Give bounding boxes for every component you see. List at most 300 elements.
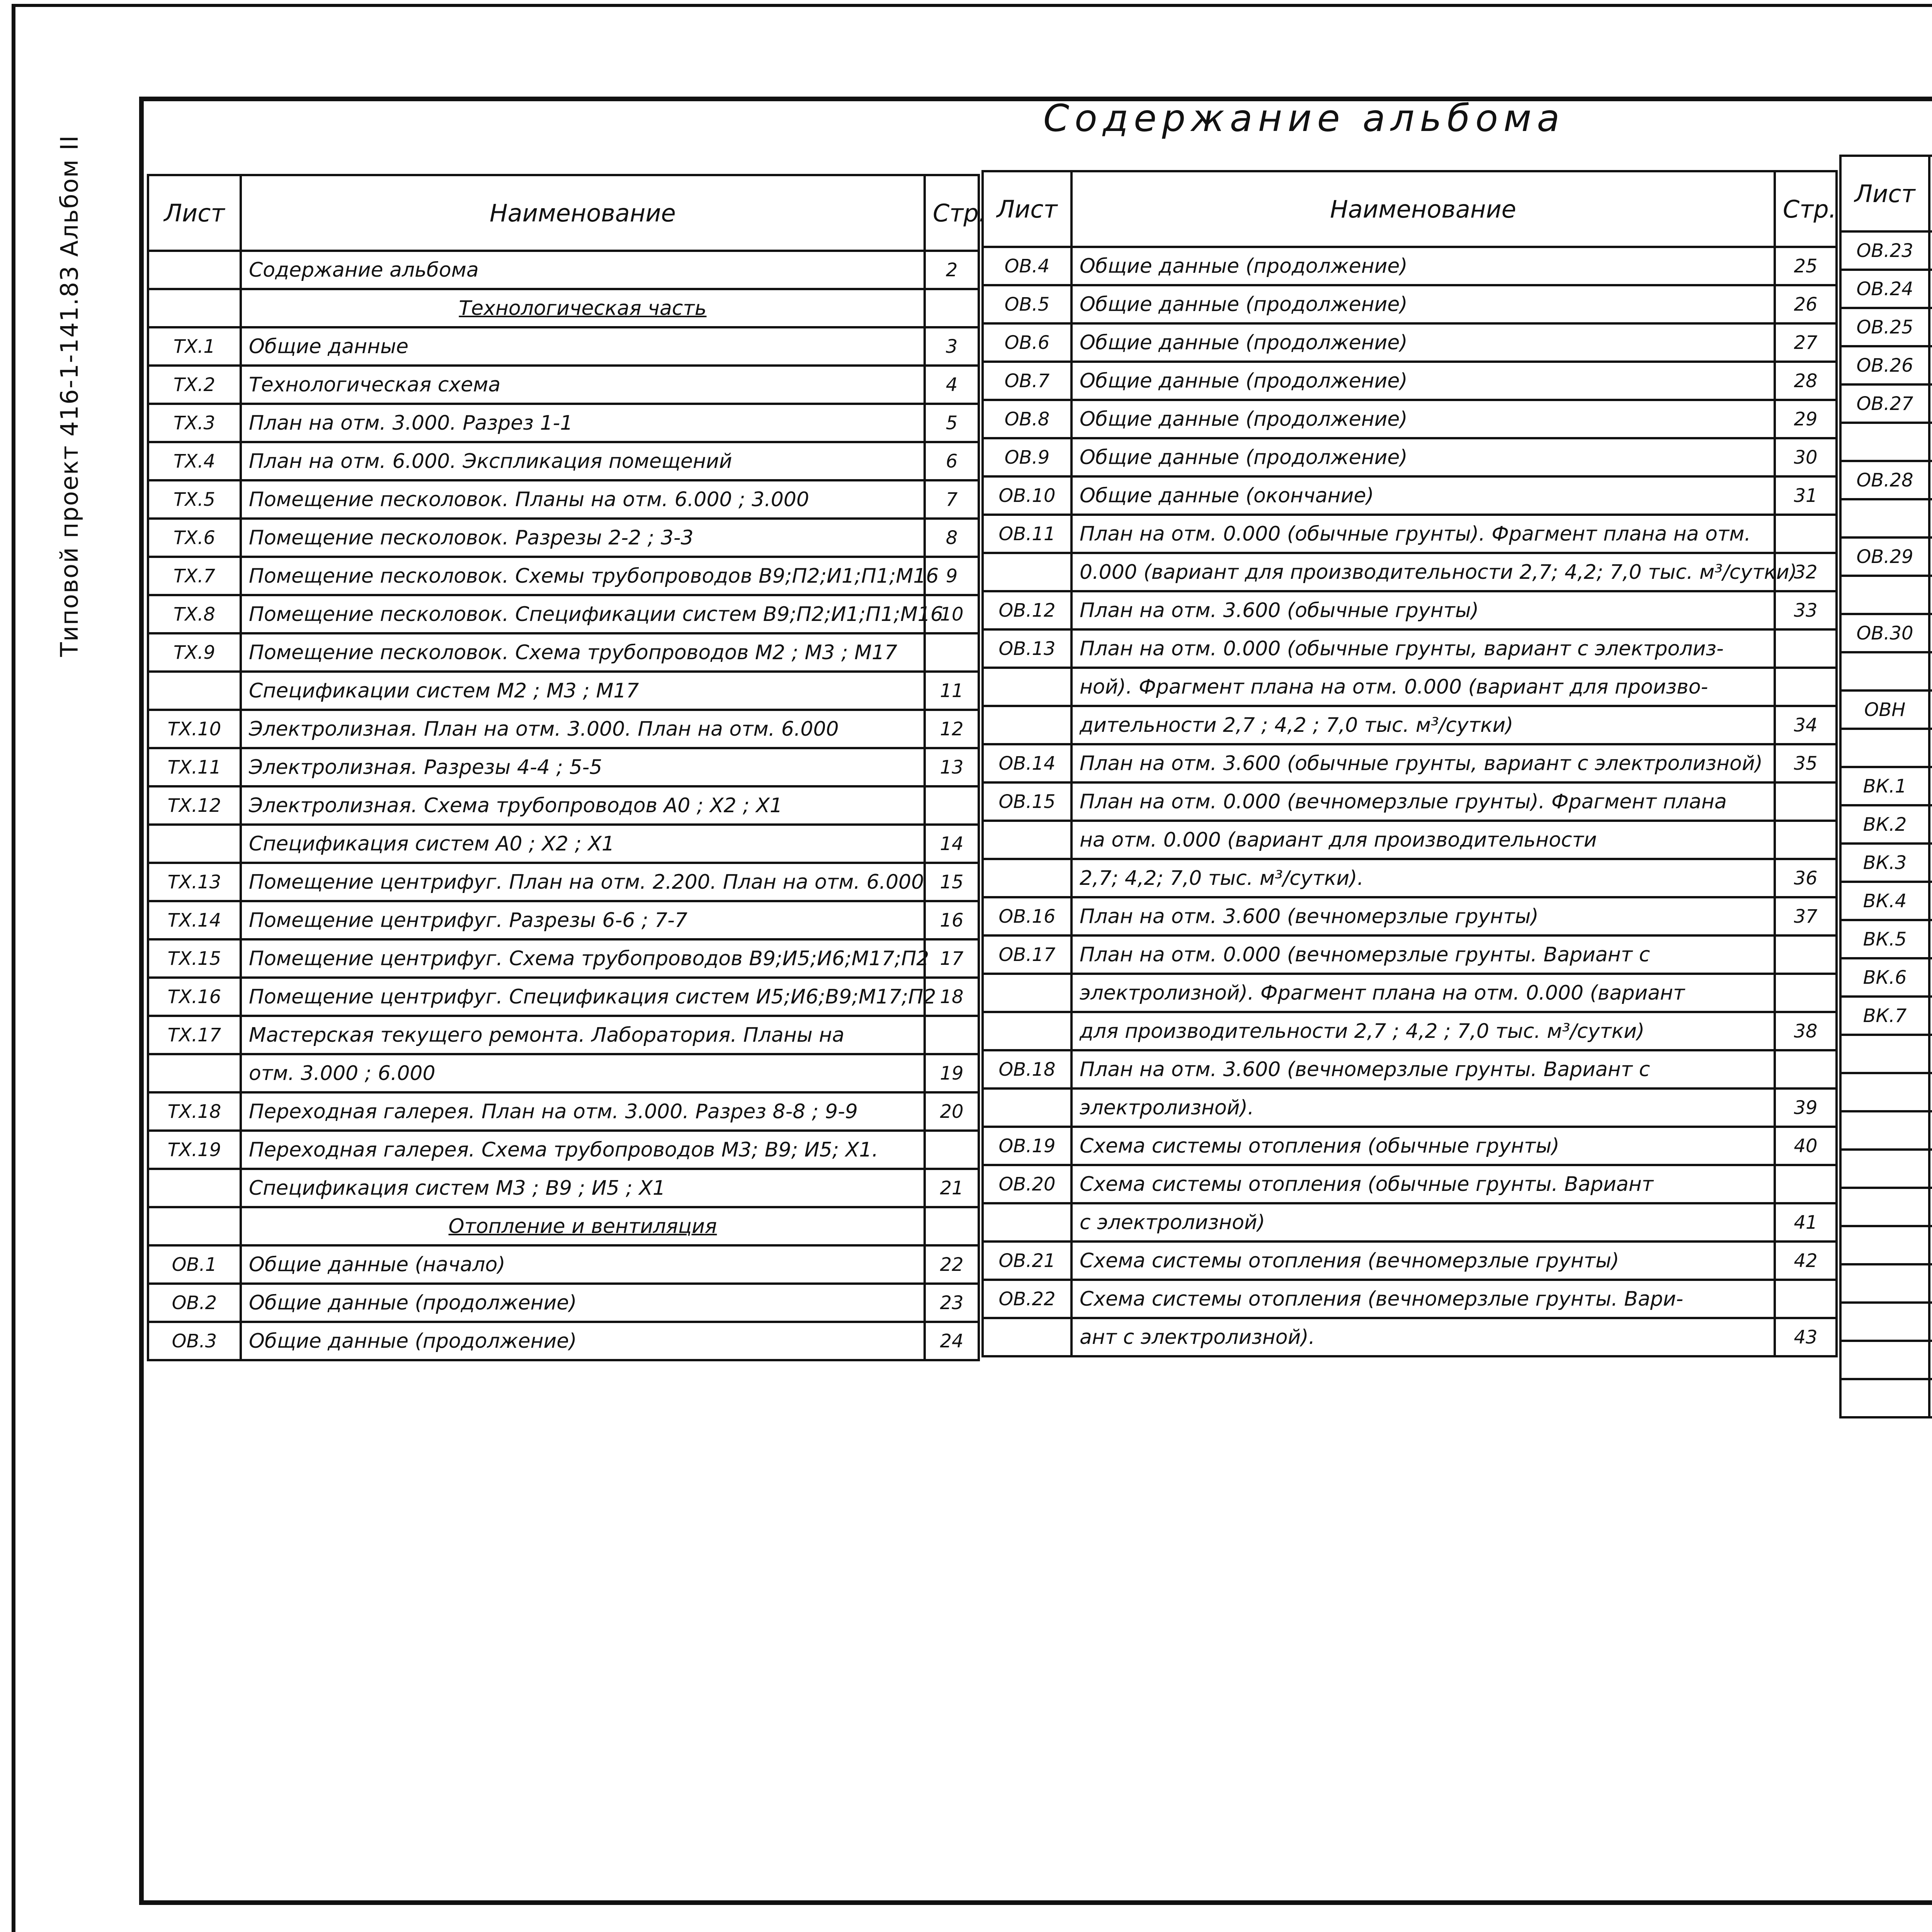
section-row	[1840, 1073, 1932, 1111]
name-cell: Электролизная. План на отм. 3.000. План на отм. 6.000	[241, 710, 925, 748]
sheet-cell	[983, 706, 1071, 744]
col-header-name	[1929, 156, 1932, 231]
sheet-cell	[983, 859, 1071, 897]
name-cell: План на отм. 3.600 (обычные грунты, вариант с электролизной)	[1071, 744, 1775, 782]
table-row	[983, 1165, 1837, 1203]
page-cell: 2	[925, 251, 979, 289]
sheet-cell	[1840, 729, 1929, 767]
sheet-cell: ОВ.7	[983, 362, 1071, 400]
sheet-cell: ОВ.26	[1840, 346, 1929, 384]
name-cell: Общие данные (продолжение)	[1071, 400, 1775, 438]
page-cell: 31	[1775, 476, 1837, 515]
name-cell: Помещение песколовок. Спецификации систем В9;П2;И1;П1;М16	[241, 595, 925, 633]
table-row	[148, 710, 979, 748]
table-row	[148, 825, 979, 863]
sheet-cell: ТХ.2	[148, 366, 241, 404]
table-row	[1840, 844, 1932, 882]
sheet-cell	[1840, 1188, 1929, 1226]
page-cell: 3	[925, 327, 979, 366]
sheet-cell: ТХ.12	[148, 786, 241, 825]
name-cell	[1929, 1073, 1932, 1111]
name-cell	[1929, 1111, 1932, 1150]
sheet-cell: ВК.3	[1840, 844, 1929, 882]
sheet-cell	[1840, 423, 1929, 461]
table-row	[1840, 1341, 1932, 1379]
sheet-cell	[148, 1054, 241, 1092]
table-row	[1840, 1035, 1932, 1073]
table-row	[148, 1016, 979, 1054]
name-cell: Общие данные (продолжение)	[1071, 323, 1775, 362]
table-row	[1840, 423, 1932, 461]
table-row	[983, 1050, 1837, 1088]
table-row	[1840, 614, 1932, 652]
page-cell	[1775, 821, 1837, 859]
page-cell	[925, 1131, 979, 1169]
sheet-cell: ОВ.18	[983, 1050, 1071, 1088]
header-row	[983, 171, 1837, 247]
name-cell: Мастерская текущего ремонта. Лаборатория. Планы на	[241, 1016, 925, 1054]
sheet-cell	[983, 553, 1071, 591]
name-cell	[1929, 729, 1932, 767]
section-row	[148, 289, 979, 327]
col-header-name: Наименование	[241, 175, 925, 251]
sheet-cell	[983, 821, 1071, 859]
sheet-cell: ОВ.2	[148, 1284, 241, 1322]
name-cell	[1929, 1379, 1932, 1417]
page-cell: 19	[925, 1054, 979, 1092]
name-cell	[1929, 882, 1932, 920]
sheet-cell: ВК.5	[1840, 920, 1929, 958]
table-row	[983, 285, 1837, 323]
sheet-cell	[1840, 1264, 1929, 1303]
name-cell: Электролизная. Разрезы 4-4 ; 5-5	[241, 748, 925, 786]
name-cell: 0.000 (вариант для производительности 2,7; 4,2; 7,0 тыс. м³/сутки)	[1071, 553, 1775, 591]
page-cell	[925, 1016, 979, 1054]
name-cell	[1929, 844, 1932, 882]
page-cell	[1775, 1280, 1837, 1318]
table-row	[1840, 882, 1932, 920]
name-cell	[1929, 614, 1932, 652]
page-cell: 7	[925, 480, 979, 519]
page-cell: 4	[925, 366, 979, 404]
sheet-cell: ОВ.20	[983, 1165, 1071, 1203]
page-cell: 23	[925, 1284, 979, 1322]
table-row	[1840, 1111, 1932, 1150]
sheet-cell	[983, 1088, 1071, 1127]
table-row	[148, 251, 979, 289]
table-row	[1840, 231, 1932, 270]
page-cell: 16	[925, 901, 979, 939]
name-cell: на отм. 0.000 (вариант для производительности	[1071, 821, 1775, 859]
table-row	[1840, 997, 1932, 1035]
table-row	[983, 247, 1837, 285]
name-cell: Переходная галерея. План на отм. 3.000. Разрез 8-8 ; 9-9	[241, 1092, 925, 1131]
page-cell: 36	[1775, 859, 1837, 897]
table-row	[148, 1322, 979, 1360]
sheet-cell: ВК.7	[1840, 997, 1929, 1035]
sheet-cell: ОВ.12	[983, 591, 1071, 629]
name-cell: ной). Фрагмент плана на отм. 0.000 (вариант для произво-	[1071, 668, 1775, 706]
name-cell	[1929, 499, 1932, 537]
table-row	[148, 480, 979, 519]
col-header-sheet: Лист	[983, 171, 1071, 247]
name-cell: ант с электролизной).	[1071, 1318, 1775, 1356]
page-cell: 37	[1775, 897, 1837, 935]
col-header-page: Стр.	[1775, 171, 1837, 247]
table-row	[148, 901, 979, 939]
name-cell	[1929, 767, 1932, 805]
name-cell: План на отм. 6.000. Экспликация помещений	[241, 442, 925, 480]
name-cell	[1929, 1150, 1932, 1188]
name-cell: отм. 3.000 ; 6.000	[241, 1054, 925, 1092]
table-row	[983, 821, 1837, 859]
name-cell: План на отм. 0.000 (обычные грунты). Фрагмент плана на отм.	[1071, 515, 1775, 553]
sheet-cell	[148, 672, 241, 710]
table-row	[148, 366, 979, 404]
name-cell	[1929, 231, 1932, 270]
table-row	[983, 400, 1837, 438]
table-row	[983, 744, 1837, 782]
page-cell: 13	[925, 748, 979, 786]
name-cell	[1929, 652, 1932, 690]
sheet-cell: ОВ.8	[983, 400, 1071, 438]
header-row	[1840, 156, 1932, 231]
table-row	[148, 939, 979, 978]
name-cell: для производительности 2,7 ; 4,2 ; 7,0 тыс. м³/сутки)	[1071, 1012, 1775, 1050]
table-row	[1840, 805, 1932, 844]
header-row	[148, 175, 979, 251]
name-cell	[1929, 1035, 1932, 1073]
sheet-cell: ТХ.10	[148, 710, 241, 748]
sheet-cell	[148, 1169, 241, 1207]
sheet-cell: ТХ.11	[148, 748, 241, 786]
sheet-cell	[1840, 576, 1929, 614]
page-cell: 5	[925, 404, 979, 442]
name-cell	[1929, 346, 1932, 384]
name-cell: Общие данные (продолжение)	[1071, 247, 1775, 285]
name-cell	[1929, 1264, 1932, 1303]
sheet-cell: ВК.1	[1840, 767, 1929, 805]
sheet-cell	[148, 825, 241, 863]
page-cell	[1775, 1050, 1837, 1088]
page-cell: 33	[1775, 591, 1837, 629]
col-header-name: Наименование	[1071, 171, 1775, 247]
page-cell: 28	[1775, 362, 1837, 400]
page-cell: 26	[1775, 285, 1837, 323]
table-row	[148, 1284, 979, 1322]
table-row	[1840, 652, 1932, 690]
sheet-cell: ОВ.4	[983, 247, 1071, 285]
table-row	[148, 786, 979, 825]
contents-table-3	[1839, 155, 1932, 1418]
sheet-cell: ОВ.16	[983, 897, 1071, 935]
name-cell: 2,7; 4,2; 7,0 тыс. м³/сутки).	[1071, 859, 1775, 897]
sheet-cell: ТХ.5	[148, 480, 241, 519]
sheet-cell: ВК.6	[1840, 958, 1929, 997]
sheet-cell: ОВ.22	[983, 1280, 1071, 1318]
page-cell: 27	[1775, 323, 1837, 362]
col-header-page: Стр.	[925, 175, 979, 251]
table-row	[983, 935, 1837, 974]
table-row	[1840, 499, 1932, 537]
page-cell: 29	[1775, 400, 1837, 438]
name-cell: Содержание альбома	[241, 251, 925, 289]
table-row	[983, 1318, 1837, 1356]
name-cell	[1929, 690, 1932, 729]
col-header-sheet: Лист	[1840, 156, 1929, 231]
name-cell: Технологическая часть	[241, 289, 925, 327]
name-cell	[1929, 1303, 1932, 1341]
table-row	[1840, 461, 1932, 499]
table-row	[148, 748, 979, 786]
page-cell: 32	[1775, 553, 1837, 591]
table-row	[1840, 690, 1932, 729]
page-cell: 11	[925, 672, 979, 710]
sheet-cell	[1840, 1226, 1929, 1264]
table-row	[148, 1054, 979, 1092]
page-cell	[1775, 782, 1837, 821]
page-cell	[925, 1207, 979, 1245]
section-row	[148, 1207, 979, 1245]
page-cell: 8	[925, 519, 979, 557]
table-row	[148, 633, 979, 672]
sheet-cell	[1840, 499, 1929, 537]
table-row	[1840, 1303, 1932, 1341]
table-row	[148, 672, 979, 710]
table-row	[1840, 1150, 1932, 1188]
name-cell: дительности 2,7 ; 4,2 ; 7,0 тыс. м³/сутки)	[1071, 706, 1775, 744]
name-cell	[1929, 537, 1932, 576]
page-cell: 40	[1775, 1127, 1837, 1165]
name-cell	[1929, 805, 1932, 844]
table-row	[983, 1203, 1837, 1242]
name-cell	[1929, 576, 1932, 614]
sheet-cell: ОВН	[1840, 690, 1929, 729]
sheet-cell: ОВ.19	[983, 1127, 1071, 1165]
sheet-cell	[983, 974, 1071, 1012]
table-row	[148, 595, 979, 633]
name-cell	[1929, 270, 1932, 308]
sheet-cell: ВК.4	[1840, 882, 1929, 920]
name-cell	[1929, 423, 1932, 461]
name-cell: Помещение центрифуг. Схема трубопроводов В9;И5;И6;М17;П2	[241, 939, 925, 978]
table-row	[1840, 270, 1932, 308]
table-row	[983, 974, 1837, 1012]
name-cell: Электролизная. Схема трубопроводов А0 ; Х2 ; Х1	[241, 786, 925, 825]
sheet-cell: ОВ.15	[983, 782, 1071, 821]
name-cell: Помещение песколовок. Планы на отм. 6.000 ; 3.000	[241, 480, 925, 519]
section-row	[1840, 729, 1932, 767]
name-cell: Общие данные (продолжение)	[1071, 438, 1775, 476]
name-cell: Помещение центрифуг. Спецификация систем И5;И6;В9;М17;П2	[241, 978, 925, 1016]
name-cell: электролизной). Фрагмент плана на отм. 0.000 (вариант	[1071, 974, 1775, 1012]
sheet-cell	[148, 251, 241, 289]
page-cell	[1775, 515, 1837, 553]
name-cell: План на отм. 0.000 (вечномерзлые грунты. Вариант с	[1071, 935, 1775, 974]
sheet-cell: ТХ.15	[148, 939, 241, 978]
name-cell: Схема системы отопления (вечномерзлые грунты. Вари-	[1071, 1280, 1775, 1318]
page-cell: 17	[925, 939, 979, 978]
sheet-cell	[148, 1207, 241, 1245]
sheet-cell	[983, 1318, 1071, 1356]
page-cell: 15	[925, 863, 979, 901]
name-cell: Помещение центрифуг. Разрезы 6-6 ; 7-7	[241, 901, 925, 939]
page-cell: 35	[1775, 744, 1837, 782]
page-cell: 20	[925, 1092, 979, 1131]
name-cell: План на отм. 3.600 (вечномерзлые грунты. Вариант с	[1071, 1050, 1775, 1088]
name-cell	[1929, 1341, 1932, 1379]
sheet-cell: ОВ.5	[983, 285, 1071, 323]
name-cell	[1929, 308, 1932, 346]
name-cell	[1929, 1188, 1932, 1226]
name-cell	[1929, 920, 1932, 958]
page-cell: 6	[925, 442, 979, 480]
page-cell	[1775, 935, 1837, 974]
sheet-cell: ТХ.4	[148, 442, 241, 480]
name-cell: План на отм. 3.000. Разрез 1-1	[241, 404, 925, 442]
sheet-cell: ОВ.24	[1840, 270, 1929, 308]
side-project-label: Типовой проект 416-1-141.83 Альбом II	[55, 134, 83, 657]
sheet-cell: ТХ.16	[148, 978, 241, 1016]
name-cell: Технологическая схема	[241, 366, 925, 404]
page-cell: 34	[1775, 706, 1837, 744]
name-cell: Помещение центрифуг. План на отм. 2.200. План на отм. 6.000	[241, 863, 925, 901]
table-row	[1840, 958, 1932, 997]
sheet-cell	[1840, 1073, 1929, 1111]
sheet-cell: ВК.2	[1840, 805, 1929, 844]
name-cell: Общие данные (продолжение)	[1071, 362, 1775, 400]
name-cell: Спецификация систем А0 ; Х2 ; Х1	[241, 825, 925, 863]
page-cell: 14	[925, 825, 979, 863]
table-row	[983, 553, 1837, 591]
contents-table-2	[981, 170, 1838, 1357]
name-cell: Переходная галерея. Схема трубопроводов М3; В9; И5; Х1.	[241, 1131, 925, 1169]
page-cell: 9	[925, 557, 979, 595]
sheet-cell: ОВ.3	[148, 1322, 241, 1360]
page-cell	[1775, 1165, 1837, 1203]
name-cell	[1929, 1226, 1932, 1264]
name-cell: Схема системы отопления (обычные грунты)	[1071, 1127, 1775, 1165]
sheet-cell: ТХ.8	[148, 595, 241, 633]
table-row	[1840, 1264, 1932, 1303]
sheet-cell: ТХ.6	[148, 519, 241, 557]
sheet-cell	[1840, 1341, 1929, 1379]
table-row	[1840, 384, 1932, 423]
sheet-cell	[983, 1203, 1071, 1242]
page-cell: 41	[1775, 1203, 1837, 1242]
page-cell	[1775, 668, 1837, 706]
name-cell	[1929, 461, 1932, 499]
sheet-cell: ОВ.14	[983, 744, 1071, 782]
table-row	[148, 327, 979, 366]
sheet-cell: ОВ.23	[1840, 231, 1929, 270]
table-row	[148, 404, 979, 442]
table-row	[1840, 1379, 1932, 1417]
name-cell: с электролизной)	[1071, 1203, 1775, 1242]
name-cell: Помещение песколовок. Схема трубопроводов М2 ; М3 ; М17	[241, 633, 925, 672]
table-row	[1840, 346, 1932, 384]
sheet-cell: ТХ.13	[148, 863, 241, 901]
name-cell: Общие данные (окончание)	[1071, 476, 1775, 515]
col-header-sheet: Лист	[148, 175, 241, 251]
page-cell: 22	[925, 1245, 979, 1284]
table-row	[1840, 767, 1932, 805]
page-cell: 24	[925, 1322, 979, 1360]
table-row	[983, 859, 1837, 897]
table-row	[148, 519, 979, 557]
table-row	[983, 323, 1837, 362]
table-row	[148, 442, 979, 480]
table-row	[983, 1280, 1837, 1318]
table-row	[983, 706, 1837, 744]
name-cell: Схема системы отопления (вечномерзлые грунты)	[1071, 1242, 1775, 1280]
page-cell	[1775, 974, 1837, 1012]
table-row	[148, 557, 979, 595]
sheet-cell: ТХ.9	[148, 633, 241, 672]
page-cell: 30	[1775, 438, 1837, 476]
page-cell: 42	[1775, 1242, 1837, 1280]
sheet-cell: ОВ.21	[983, 1242, 1071, 1280]
table-row	[983, 668, 1837, 706]
name-cell	[1929, 384, 1932, 423]
page-cell	[925, 633, 979, 672]
sheet-cell	[983, 1012, 1071, 1050]
sheet-cell: ОВ.6	[983, 323, 1071, 362]
page-cell	[925, 289, 979, 327]
sheet-cell: ОВ.1	[148, 1245, 241, 1284]
name-cell: Отопление и вентиляция	[241, 1207, 925, 1245]
name-cell: Общие данные (продолжение)	[241, 1322, 925, 1360]
sheet-cell	[1840, 1150, 1929, 1188]
table-row	[983, 1127, 1837, 1165]
table-row	[983, 438, 1837, 476]
sheet-cell: ОВ.25	[1840, 308, 1929, 346]
sheet-cell	[1840, 1111, 1929, 1150]
page-cell: 18	[925, 978, 979, 1016]
table-row	[1840, 537, 1932, 576]
table-row	[1840, 920, 1932, 958]
table-row	[983, 1012, 1837, 1050]
table-row	[983, 1242, 1837, 1280]
table-row	[983, 515, 1837, 553]
table-row	[1840, 576, 1932, 614]
table-row	[148, 978, 979, 1016]
table-row	[983, 1088, 1837, 1127]
sheet-cell: ОВ.27	[1840, 384, 1929, 423]
sheet-cell	[1840, 652, 1929, 690]
table-row	[148, 1245, 979, 1284]
sheet-cell: ТХ.7	[148, 557, 241, 595]
sheet-cell: ТХ.3	[148, 404, 241, 442]
sheet-cell: ОВ.17	[983, 935, 1071, 974]
sheet-cell: ОВ.13	[983, 629, 1071, 668]
sheet-cell: ОВ.9	[983, 438, 1071, 476]
sheet-cell: ТХ.1	[148, 327, 241, 366]
table-row	[983, 782, 1837, 821]
table-row	[148, 1092, 979, 1131]
contents-table-1	[147, 174, 986, 1361]
page-cell	[925, 786, 979, 825]
name-cell	[1929, 958, 1932, 997]
table-row	[148, 863, 979, 901]
name-cell: План на отм. 0.000 (обычные грунты, вариант с электролиз-	[1071, 629, 1775, 668]
name-cell: электролизной).	[1071, 1088, 1775, 1127]
name-cell: План на отм. 3.600 (обычные грунты)	[1071, 591, 1775, 629]
name-cell: План на отм. 3.600 (вечномерзлые грунты)	[1071, 897, 1775, 935]
sheet-cell: ОВ.29	[1840, 537, 1929, 576]
table-row	[983, 591, 1837, 629]
sheet-cell: ТХ.19	[148, 1131, 241, 1169]
